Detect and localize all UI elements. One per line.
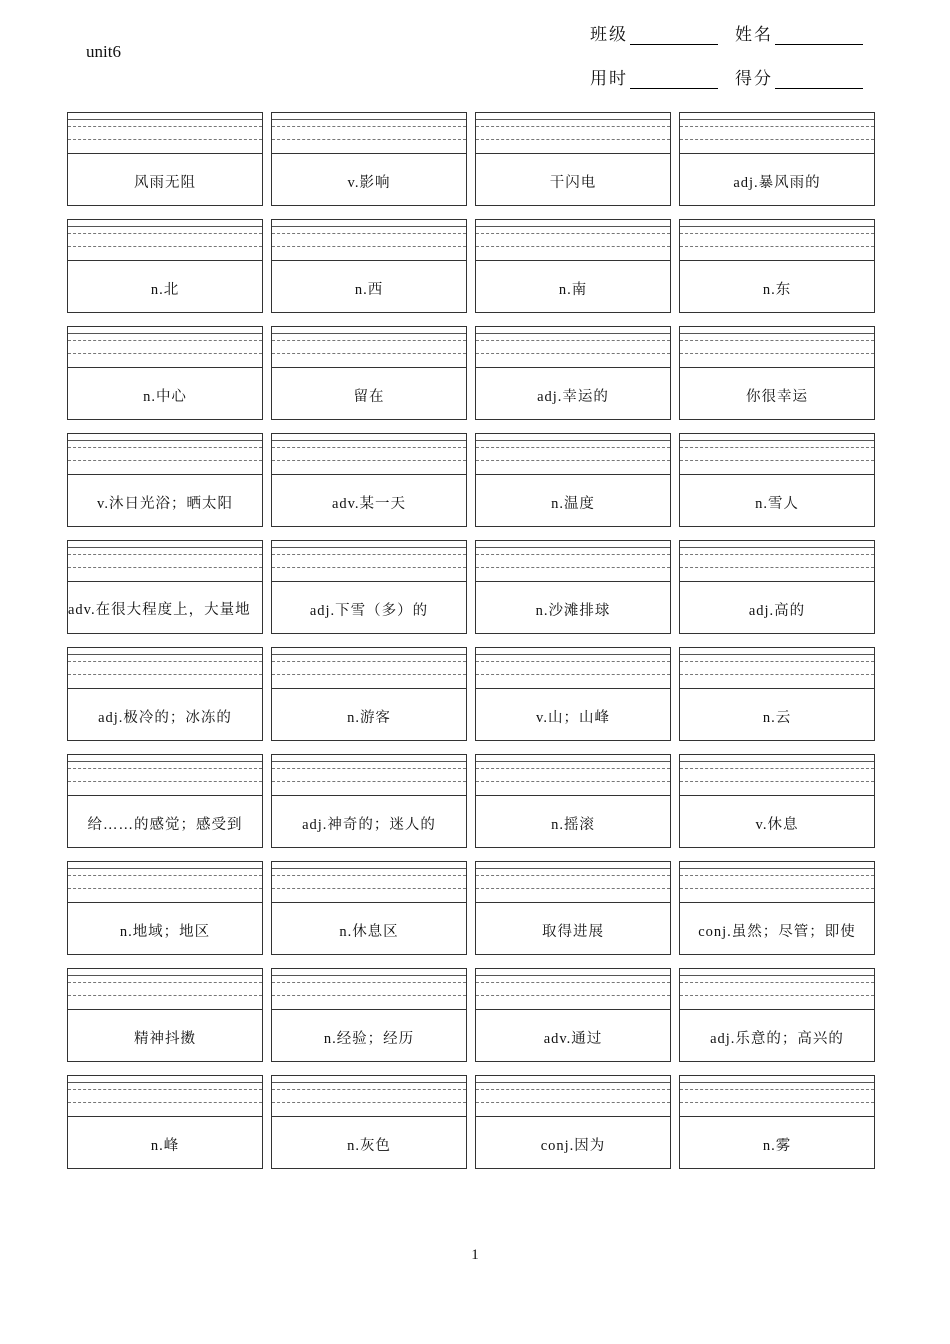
writing-lines[interactable] xyxy=(476,434,670,475)
writing-line xyxy=(680,567,874,568)
meaning-text: adj.幸运的 xyxy=(537,389,609,405)
writing-line xyxy=(476,233,670,234)
writing-line xyxy=(272,567,466,568)
writing-line xyxy=(476,1102,670,1103)
writing-line xyxy=(680,875,874,876)
writing-line xyxy=(272,995,466,996)
writing-line xyxy=(68,547,262,548)
writing-lines[interactable] xyxy=(272,541,466,582)
writing-lines[interactable] xyxy=(272,1076,466,1117)
writing-lines[interactable] xyxy=(476,862,670,903)
writing-line xyxy=(476,875,670,876)
vocab-card xyxy=(271,647,467,741)
meaning-text: adv.在很大程度上，大量地 xyxy=(68,601,251,618)
vocab-card xyxy=(271,861,467,955)
time-field[interactable] xyxy=(590,64,735,89)
writing-line xyxy=(272,768,466,769)
writing-line xyxy=(68,119,262,120)
writing-line xyxy=(272,1082,466,1083)
writing-line xyxy=(680,1082,874,1083)
writing-line xyxy=(680,1089,874,1090)
meaning-text: adj.高的 xyxy=(748,603,806,619)
writing-lines[interactable] xyxy=(68,434,262,475)
writing-lines[interactable] xyxy=(476,327,670,368)
writing-line xyxy=(272,554,466,555)
writing-lines[interactable] xyxy=(272,755,466,796)
writing-line xyxy=(68,868,262,869)
writing-line xyxy=(476,768,670,769)
writing-line xyxy=(476,447,670,448)
writing-line xyxy=(272,246,466,247)
writing-line xyxy=(476,547,670,548)
vocab-card xyxy=(271,219,467,313)
meaning-text: adv.通过 xyxy=(543,1031,603,1047)
writing-line xyxy=(476,654,670,655)
writing-lines[interactable] xyxy=(680,327,874,368)
meaning-text: adj.极冷的；冰冻的 xyxy=(98,710,232,726)
vocab-card xyxy=(67,540,263,634)
writing-lines[interactable] xyxy=(476,541,670,582)
meaning-text: 留在 xyxy=(353,389,385,405)
vocab-card xyxy=(475,647,671,741)
meaning-text: adj.乐意的；高兴的 xyxy=(710,1031,844,1047)
meaning-text: n.灰色 xyxy=(347,1138,391,1154)
vocab-card xyxy=(67,754,263,848)
score-field[interactable] xyxy=(735,64,880,89)
writing-lines[interactable] xyxy=(476,220,670,261)
meaning-text: n.休息区 xyxy=(339,924,399,940)
vocab-grid xyxy=(67,112,875,1169)
writing-line xyxy=(476,126,670,127)
writing-line xyxy=(476,554,670,555)
meaning-text: n.地域；地区 xyxy=(119,924,211,940)
writing-line xyxy=(68,567,262,568)
writing-lines[interactable] xyxy=(272,327,466,368)
meaning-text: adj.暴风雨的 xyxy=(733,175,821,191)
vocab-card xyxy=(475,754,671,848)
vocab-card xyxy=(475,1075,671,1169)
writing-lines[interactable] xyxy=(680,220,874,261)
writing-line xyxy=(272,340,466,341)
writing-line xyxy=(680,226,874,227)
vocab-card xyxy=(271,326,467,420)
meaning-text: 给……的感觉；感受到 xyxy=(87,817,243,833)
writing-line xyxy=(680,440,874,441)
writing-line xyxy=(68,139,262,140)
writing-line xyxy=(68,982,262,983)
writing-line xyxy=(68,447,262,448)
writing-line xyxy=(68,654,262,655)
writing-line xyxy=(68,1089,262,1090)
writing-line xyxy=(68,975,262,976)
vocab-card xyxy=(271,540,467,634)
writing-line xyxy=(272,1102,466,1103)
vocab-card xyxy=(475,112,671,206)
meaning-text: 干闪电 xyxy=(549,175,597,191)
writing-line xyxy=(272,333,466,334)
vocab-card xyxy=(67,647,263,741)
writing-lines[interactable] xyxy=(68,755,262,796)
meaning-text: n.沙滩排球 xyxy=(535,603,611,619)
writing-line xyxy=(476,661,670,662)
writing-line xyxy=(68,888,262,889)
writing-lines[interactable] xyxy=(476,113,670,154)
writing-line xyxy=(68,995,262,996)
writing-line xyxy=(680,353,874,354)
writing-line xyxy=(680,982,874,983)
meaning-text: n.东 xyxy=(762,282,792,298)
writing-lines[interactable] xyxy=(68,220,262,261)
writing-lines[interactable] xyxy=(68,113,262,154)
meaning-text: adv.某一天 xyxy=(331,496,407,512)
meaning-text: n.峰 xyxy=(150,1138,180,1154)
writing-line xyxy=(680,119,874,120)
vocab-card xyxy=(679,1075,875,1169)
writing-lines[interactable] xyxy=(680,434,874,475)
writing-line xyxy=(680,1102,874,1103)
writing-line xyxy=(68,674,262,675)
writing-line xyxy=(272,1089,466,1090)
writing-line xyxy=(272,119,466,120)
writing-line xyxy=(272,460,466,461)
writing-line xyxy=(680,868,874,869)
vocab-card xyxy=(271,433,467,527)
writing-line xyxy=(68,340,262,341)
writing-lines[interactable] xyxy=(272,862,466,903)
writing-line xyxy=(680,460,874,461)
writing-line xyxy=(476,333,670,334)
vocab-card xyxy=(67,433,263,527)
vocab-card xyxy=(67,968,263,1062)
writing-line xyxy=(476,119,670,120)
writing-line xyxy=(680,547,874,548)
meaning-text: n.南 xyxy=(558,282,588,298)
class-blank[interactable] xyxy=(630,26,718,45)
name-label: 姓名 xyxy=(735,25,773,45)
writing-line xyxy=(476,982,670,983)
name-field[interactable] xyxy=(735,20,880,45)
writing-line xyxy=(272,875,466,876)
vocab-card xyxy=(679,754,875,848)
meaning-text: adj.下雪（多）的 xyxy=(309,603,429,619)
writing-line xyxy=(272,674,466,675)
writing-lines[interactable] xyxy=(680,862,874,903)
writing-lines[interactable] xyxy=(68,1076,262,1117)
writing-line xyxy=(272,353,466,354)
student-info xyxy=(590,20,880,108)
vocab-card xyxy=(679,112,875,206)
writing-line xyxy=(68,1082,262,1083)
writing-line xyxy=(476,995,670,996)
meaning-text: n.雪人 xyxy=(755,496,799,512)
writing-line xyxy=(272,126,466,127)
writing-lines[interactable] xyxy=(680,1076,874,1117)
writing-line xyxy=(476,1089,670,1090)
vocab-card xyxy=(67,1075,263,1169)
meaning-text: n.经验；经历 xyxy=(323,1031,415,1047)
meaning-text: n.西 xyxy=(354,282,384,298)
time-blank[interactable] xyxy=(630,70,718,89)
writing-line xyxy=(68,1102,262,1103)
meaning-text: adj.神奇的；迷人的 xyxy=(302,817,436,833)
writing-line xyxy=(476,226,670,227)
meaning-text: conj.因为 xyxy=(540,1138,606,1154)
writing-lines[interactable] xyxy=(68,648,262,689)
vocab-card xyxy=(475,968,671,1062)
name-blank[interactable] xyxy=(775,26,863,45)
vocab-card xyxy=(475,433,671,527)
class-field[interactable] xyxy=(590,20,735,45)
writing-line xyxy=(476,761,670,762)
vocab-card xyxy=(271,112,467,206)
vocab-card xyxy=(475,219,671,313)
vocab-card xyxy=(679,433,875,527)
writing-line xyxy=(476,567,670,568)
writing-line xyxy=(272,440,466,441)
writing-line xyxy=(272,868,466,869)
writing-lines[interactable] xyxy=(476,648,670,689)
writing-line xyxy=(68,761,262,762)
writing-line xyxy=(680,233,874,234)
writing-line xyxy=(68,333,262,334)
vocab-card xyxy=(679,861,875,955)
writing-line xyxy=(680,761,874,762)
writing-line xyxy=(68,246,262,247)
writing-line xyxy=(68,353,262,354)
writing-line xyxy=(68,460,262,461)
meaning-text: conj.虽然；尽管；即使 xyxy=(698,924,856,940)
writing-line xyxy=(680,768,874,769)
writing-line xyxy=(680,246,874,247)
meaning-text: n.中心 xyxy=(143,389,187,405)
score-label: 得分 xyxy=(735,69,773,89)
writing-line xyxy=(680,975,874,976)
writing-line xyxy=(272,226,466,227)
writing-lines[interactable] xyxy=(680,113,874,154)
vocab-card xyxy=(475,326,671,420)
meaning-text: v.影响 xyxy=(347,175,391,191)
writing-line xyxy=(680,995,874,996)
vocab-card xyxy=(271,754,467,848)
vocab-card xyxy=(679,968,875,1062)
writing-line xyxy=(680,781,874,782)
writing-lines[interactable] xyxy=(680,541,874,582)
meaning-text: v.山；山峰 xyxy=(536,710,610,726)
meaning-text: 精神抖擞 xyxy=(134,1031,196,1047)
writing-line xyxy=(68,226,262,227)
writing-line xyxy=(476,139,670,140)
page-number: 1 xyxy=(471,1247,479,1263)
writing-lines[interactable] xyxy=(272,113,466,154)
meaning-text: 风雨无阻 xyxy=(134,175,196,191)
vocab-card xyxy=(67,326,263,420)
writing-lines[interactable] xyxy=(272,648,466,689)
vocab-card xyxy=(679,540,875,634)
writing-line xyxy=(272,139,466,140)
writing-line xyxy=(68,875,262,876)
writing-line xyxy=(272,233,466,234)
writing-lines[interactable] xyxy=(476,755,670,796)
writing-lines[interactable] xyxy=(68,541,262,582)
writing-line xyxy=(476,440,670,441)
meaning-text: n.摇滚 xyxy=(551,817,595,833)
vocab-card xyxy=(475,861,671,955)
writing-lines[interactable] xyxy=(476,969,670,1010)
writing-lines[interactable] xyxy=(272,969,466,1010)
meaning-text: 取得进展 xyxy=(542,924,604,940)
writing-line xyxy=(68,233,262,234)
writing-line xyxy=(68,781,262,782)
time-label: 用时 xyxy=(590,69,628,89)
meaning-text: v.沐日光浴；晒太阳 xyxy=(97,496,233,512)
class-label: 班级 xyxy=(590,25,628,45)
writing-line xyxy=(476,975,670,976)
score-blank[interactable] xyxy=(775,70,863,89)
writing-line xyxy=(680,674,874,675)
writing-line xyxy=(272,982,466,983)
writing-line xyxy=(680,888,874,889)
writing-line xyxy=(476,1082,670,1083)
writing-lines[interactable] xyxy=(68,969,262,1010)
writing-line xyxy=(272,761,466,762)
vocab-card xyxy=(67,219,263,313)
writing-line xyxy=(476,460,670,461)
vocab-card xyxy=(475,540,671,634)
writing-line xyxy=(476,888,670,889)
writing-line xyxy=(476,868,670,869)
writing-line xyxy=(272,654,466,655)
writing-lines[interactable] xyxy=(680,969,874,1010)
meaning-text: n.北 xyxy=(150,282,180,298)
writing-line xyxy=(272,975,466,976)
vocab-card xyxy=(679,219,875,313)
writing-line xyxy=(680,126,874,127)
writing-line xyxy=(476,353,670,354)
writing-line xyxy=(476,781,670,782)
meaning-text: v.休息 xyxy=(755,817,799,833)
writing-line xyxy=(68,554,262,555)
writing-line xyxy=(680,661,874,662)
writing-line xyxy=(272,447,466,448)
vocab-card xyxy=(271,968,467,1062)
meaning-text: n.雾 xyxy=(762,1138,792,1154)
writing-line xyxy=(68,768,262,769)
unit-title: unit6 xyxy=(86,42,121,61)
meaning-text: n.云 xyxy=(762,710,792,726)
writing-line xyxy=(680,554,874,555)
writing-lines[interactable] xyxy=(68,862,262,903)
writing-line xyxy=(680,333,874,334)
writing-line xyxy=(476,246,670,247)
info-row-1 xyxy=(590,20,880,64)
writing-line xyxy=(680,654,874,655)
writing-lines[interactable] xyxy=(272,220,466,261)
vocab-card xyxy=(67,861,263,955)
writing-line xyxy=(680,139,874,140)
writing-line xyxy=(476,340,670,341)
writing-line xyxy=(68,661,262,662)
writing-line xyxy=(68,440,262,441)
writing-line xyxy=(680,447,874,448)
writing-line xyxy=(272,661,466,662)
meaning-text: 你很幸运 xyxy=(746,389,808,405)
writing-line xyxy=(476,674,670,675)
writing-line xyxy=(680,340,874,341)
writing-line xyxy=(272,781,466,782)
vocab-card xyxy=(679,326,875,420)
writing-lines[interactable] xyxy=(476,1076,670,1117)
writing-lines[interactable] xyxy=(68,327,262,368)
vocab-card xyxy=(679,647,875,741)
writing-line xyxy=(272,888,466,889)
meaning-text: n.游客 xyxy=(347,710,391,726)
writing-lines[interactable] xyxy=(272,434,466,475)
vocab-card xyxy=(67,112,263,206)
writing-lines[interactable] xyxy=(680,648,874,689)
writing-line xyxy=(272,547,466,548)
meaning-text: n.温度 xyxy=(551,496,595,512)
vocab-card xyxy=(271,1075,467,1169)
info-row-2 xyxy=(590,64,880,108)
writing-line xyxy=(68,126,262,127)
writing-lines[interactable] xyxy=(680,755,874,796)
